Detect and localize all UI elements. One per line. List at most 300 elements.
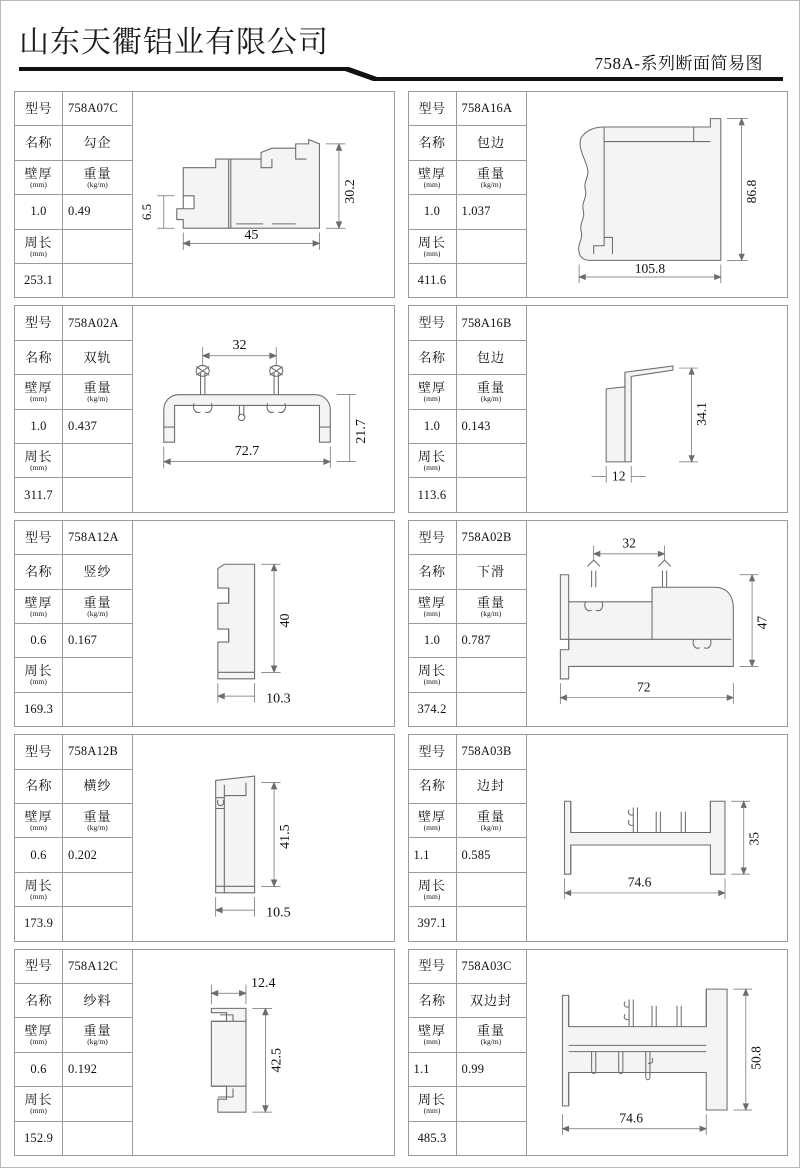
perimeter-blank-cell bbox=[63, 658, 132, 691]
label-weight bbox=[63, 161, 132, 194]
perimeter-unit: (mm) bbox=[30, 462, 47, 472]
profile-grid bbox=[1, 87, 800, 1162]
value-name: 双轨 bbox=[83, 349, 112, 365]
label-perimeter bbox=[15, 444, 63, 477]
spec-row-perimeter-label bbox=[15, 658, 132, 692]
value-wall-thickness: 0.6 bbox=[15, 624, 63, 657]
value-name: 勾企 bbox=[83, 135, 112, 151]
value-model: 758A07C bbox=[68, 101, 119, 116]
dim-label-height: 41.5 bbox=[277, 824, 294, 850]
perimeter-blank-cell bbox=[63, 873, 132, 906]
value-perimeter: 169.3 bbox=[15, 693, 63, 726]
dim-label-height: 42.5 bbox=[268, 1047, 285, 1073]
dim-label-horizontal: 105.8 bbox=[634, 260, 665, 276]
value-weight: 0.167 bbox=[68, 633, 98, 648]
perimeter-value-blank-cell bbox=[457, 264, 526, 297]
perimeter-blank-cell bbox=[457, 873, 526, 906]
spec-row-model bbox=[409, 735, 526, 769]
label-wall-thickness bbox=[15, 161, 63, 194]
profile-drawing bbox=[527, 521, 788, 726]
value-model: 758A16A bbox=[461, 101, 513, 116]
label-name: 名称 bbox=[409, 770, 457, 803]
perimeter-unit: (mm) bbox=[423, 1106, 441, 1116]
perimeter-blank-cell bbox=[63, 444, 132, 477]
weight-text: 重量 bbox=[83, 380, 112, 396]
value-weight: 0.192 bbox=[68, 1061, 98, 1076]
label-model: 型号 bbox=[15, 306, 63, 339]
spec-row-values bbox=[15, 1053, 132, 1087]
value-model: 758A02A bbox=[68, 315, 119, 330]
series-title: 758A-系列断面简易图 bbox=[594, 54, 763, 73]
spec-table bbox=[15, 735, 133, 940]
wall-thickness-unit: (mm) bbox=[30, 822, 47, 832]
profile-card[interactable] bbox=[14, 91, 395, 298]
spec-row-units bbox=[409, 375, 526, 409]
wall-thickness-unit: (mm) bbox=[423, 1037, 441, 1047]
spec-row-name bbox=[15, 770, 132, 804]
spec-row-units bbox=[409, 161, 526, 195]
spec-row-perimeter-label bbox=[409, 444, 526, 478]
weight-text: 重量 bbox=[476, 165, 505, 181]
profile-card[interactable] bbox=[408, 734, 789, 941]
label-perimeter bbox=[409, 873, 457, 906]
value-weight: 1.037 bbox=[461, 204, 491, 219]
wall-thickness-text: 壁厚 bbox=[24, 594, 53, 610]
value-weight: 0.49 bbox=[68, 204, 91, 219]
dim-label-inner-width: 32 bbox=[621, 535, 636, 551]
weight-text: 重量 bbox=[476, 808, 505, 824]
perimeter-value-blank-cell bbox=[63, 264, 132, 297]
spec-table bbox=[409, 521, 527, 726]
value-perimeter: 411.6 bbox=[409, 264, 457, 297]
spec-row-values bbox=[409, 1053, 526, 1087]
dim-label-width: 74.6 bbox=[627, 874, 651, 890]
perimeter-text: 周长 bbox=[417, 234, 446, 250]
profile-card[interactable] bbox=[14, 949, 395, 1156]
dim-label-height: 50.8 bbox=[747, 1045, 763, 1070]
value-perimeter: 253.1 bbox=[15, 264, 63, 297]
perimeter-text: 周长 bbox=[24, 1092, 53, 1108]
weight-text: 重量 bbox=[476, 594, 505, 610]
perimeter-blank-cell bbox=[457, 230, 526, 263]
wall-thickness-text: 壁厚 bbox=[417, 808, 446, 824]
spec-row-units bbox=[409, 590, 526, 624]
label-name: 名称 bbox=[15, 984, 63, 1017]
label-weight bbox=[63, 590, 132, 623]
wall-thickness-text: 壁厚 bbox=[417, 594, 446, 610]
perimeter-unit: (mm) bbox=[423, 677, 441, 687]
spec-row-perimeter-label bbox=[409, 658, 526, 692]
weight-unit: (kg/m) bbox=[87, 608, 108, 618]
perimeter-value-blank-cell bbox=[457, 478, 526, 511]
spec-row-perimeter-label bbox=[409, 873, 526, 907]
spec-row-perimeter-label bbox=[15, 230, 132, 264]
weight-unit: (kg/m) bbox=[480, 179, 502, 189]
label-model: 型号 bbox=[15, 950, 63, 983]
weight-unit: (kg/m) bbox=[87, 1037, 108, 1047]
weight-text: 重量 bbox=[476, 380, 505, 396]
section-outline-758A12C bbox=[211, 1008, 246, 1112]
spec-row-units bbox=[15, 804, 132, 838]
perimeter-value-blank-cell bbox=[63, 907, 132, 940]
label-name: 名称 bbox=[15, 770, 63, 803]
value-wall-thickness: 0.6 bbox=[15, 838, 63, 871]
perimeter-text: 周长 bbox=[24, 234, 53, 250]
weight-unit: (kg/m) bbox=[87, 179, 108, 189]
spec-row-perimeter-value bbox=[15, 478, 132, 511]
value-perimeter: 485.3 bbox=[409, 1122, 457, 1155]
header-divider-rule bbox=[19, 67, 783, 81]
value-name: 边封 bbox=[476, 778, 505, 794]
perimeter-value-blank-cell bbox=[63, 478, 132, 511]
spec-row-name bbox=[15, 984, 132, 1018]
spec-row-perimeter-value bbox=[15, 907, 132, 940]
weight-unit: (kg/m) bbox=[480, 394, 502, 404]
spec-row-values bbox=[409, 838, 526, 872]
dim-label-height: 21.7 bbox=[352, 419, 369, 445]
perimeter-unit: (mm) bbox=[423, 462, 441, 472]
wall-thickness-text: 壁厚 bbox=[417, 380, 446, 396]
label-wall-thickness bbox=[409, 375, 457, 408]
spec-row-model bbox=[15, 92, 132, 126]
value-wall-thickness: 0.6 bbox=[15, 1053, 63, 1086]
label-wall-thickness bbox=[409, 161, 457, 194]
value-weight: 0.202 bbox=[68, 847, 98, 862]
profile-drawing bbox=[133, 521, 394, 726]
perimeter-blank-cell bbox=[457, 1087, 526, 1120]
perimeter-unit: (mm) bbox=[30, 248, 47, 258]
perimeter-blank-cell bbox=[63, 230, 132, 263]
spec-row-model bbox=[409, 521, 526, 555]
wall-thickness-unit: (mm) bbox=[423, 394, 441, 404]
section-outline-758A03B bbox=[564, 801, 724, 874]
value-wall-thickness: 1.0 bbox=[15, 410, 63, 443]
value-wall-thickness: 1.1 bbox=[409, 1053, 457, 1086]
profile-drawing bbox=[527, 950, 788, 1155]
perimeter-text: 周长 bbox=[24, 448, 53, 464]
perimeter-blank-cell bbox=[457, 444, 526, 477]
section-outline-758A12B bbox=[216, 776, 255, 893]
spec-row-perimeter-value bbox=[409, 1122, 526, 1155]
value-name: 横纱 bbox=[83, 778, 112, 794]
spec-row-values bbox=[409, 624, 526, 658]
dim-label-width: 72.7 bbox=[234, 443, 260, 460]
perimeter-value-blank-cell bbox=[63, 1122, 132, 1155]
weight-unit: (kg/m) bbox=[480, 1037, 502, 1047]
spec-row-name bbox=[15, 555, 132, 589]
wall-thickness-text: 壁厚 bbox=[24, 165, 53, 181]
profile-drawing bbox=[527, 306, 788, 511]
label-perimeter bbox=[15, 1087, 63, 1120]
profile-drawing bbox=[133, 735, 394, 940]
perimeter-unit: (mm) bbox=[30, 891, 47, 901]
profile-card[interactable] bbox=[14, 520, 395, 727]
value-perimeter: 311.7 bbox=[15, 478, 63, 511]
spec-row-perimeter-value bbox=[409, 907, 526, 940]
value-perimeter: 173.9 bbox=[15, 907, 63, 940]
spec-row-name bbox=[15, 341, 132, 375]
dim-label-vertical: 86.8 bbox=[743, 179, 759, 204]
company-name: 山东天衢铝业有限公司 bbox=[19, 26, 329, 59]
spec-row-perimeter-label bbox=[15, 444, 132, 478]
perimeter-unit: (mm) bbox=[30, 1106, 47, 1116]
label-weight bbox=[457, 161, 526, 194]
weight-unit: (kg/m) bbox=[87, 822, 108, 832]
spec-table bbox=[15, 950, 133, 1155]
label-wall-thickness bbox=[15, 375, 63, 408]
section-outline-758A07C bbox=[177, 140, 320, 229]
spec-row-perimeter-value bbox=[15, 1122, 132, 1155]
label-wall-thickness bbox=[409, 804, 457, 837]
label-name: 名称 bbox=[409, 555, 457, 588]
value-wall-thickness: 1.0 bbox=[409, 410, 457, 443]
dim-label-width: 10.5 bbox=[266, 904, 291, 921]
value-name: 双边封 bbox=[469, 992, 512, 1008]
perimeter-text: 周长 bbox=[417, 1092, 446, 1108]
dim-label-inner-width: 32 bbox=[232, 337, 247, 354]
value-model: 758A12C bbox=[68, 958, 119, 973]
dim-label-height: 35 bbox=[745, 832, 761, 846]
section-outline-758A02B bbox=[560, 560, 733, 679]
spec-row-units bbox=[15, 161, 132, 195]
spec-row-units bbox=[15, 590, 132, 624]
perimeter-text: 周长 bbox=[417, 877, 446, 893]
perimeter-unit: (mm) bbox=[423, 891, 441, 901]
label-model: 型号 bbox=[409, 735, 457, 768]
label-wall-thickness bbox=[15, 1018, 63, 1051]
wall-thickness-unit: (mm) bbox=[30, 1037, 47, 1047]
spec-row-perimeter-label bbox=[15, 1087, 132, 1121]
value-perimeter: 397.1 bbox=[409, 907, 457, 940]
spec-row-perimeter-value bbox=[15, 693, 132, 726]
profile-drawing bbox=[527, 735, 788, 940]
value-model: 758A03C bbox=[461, 958, 512, 973]
spec-row-units bbox=[15, 1018, 132, 1052]
perimeter-text: 周长 bbox=[417, 448, 446, 464]
perimeter-value-blank-cell bbox=[457, 693, 526, 726]
label-perimeter bbox=[15, 873, 63, 906]
profile-card[interactable] bbox=[14, 734, 395, 941]
label-model: 型号 bbox=[15, 92, 63, 125]
label-perimeter bbox=[409, 1087, 457, 1120]
value-weight: 0.787 bbox=[461, 633, 491, 648]
dim-label-width: 72 bbox=[636, 679, 650, 695]
weight-unit: (kg/m) bbox=[480, 822, 502, 832]
spec-row-model bbox=[15, 306, 132, 340]
value-model: 758A12A bbox=[68, 529, 119, 544]
spec-row-values bbox=[409, 195, 526, 229]
spec-table bbox=[409, 950, 527, 1155]
spec-row-perimeter-label bbox=[409, 230, 526, 264]
value-name: 纱料 bbox=[83, 992, 112, 1008]
wall-thickness-text: 壁厚 bbox=[24, 380, 53, 396]
value-weight: 0.99 bbox=[461, 1061, 485, 1076]
spec-row-name bbox=[409, 984, 526, 1018]
profile-drawing bbox=[133, 92, 394, 297]
spec-row-units bbox=[409, 804, 526, 838]
label-wall-thickness bbox=[15, 590, 63, 623]
value-model: 758A16B bbox=[461, 315, 512, 330]
label-name: 名称 bbox=[409, 126, 457, 159]
value-weight: 0.143 bbox=[461, 418, 491, 433]
profile-card[interactable] bbox=[408, 305, 789, 512]
value-model: 758A02B bbox=[461, 529, 512, 544]
profile-drawing bbox=[133, 950, 394, 1155]
spec-row-model bbox=[15, 950, 132, 984]
perimeter-unit: (mm) bbox=[423, 248, 441, 258]
value-name: 包边 bbox=[476, 349, 505, 365]
perimeter-value-blank-cell bbox=[63, 693, 132, 726]
dim-label-width: 10.3 bbox=[266, 690, 291, 707]
spec-row-model bbox=[15, 735, 132, 769]
section-outline-758A12A bbox=[218, 564, 255, 679]
value-wall-thickness: 1.0 bbox=[15, 195, 63, 228]
weight-unit: (kg/m) bbox=[87, 394, 108, 404]
section-outline-758A16B bbox=[606, 366, 673, 462]
wall-thickness-unit: (mm) bbox=[30, 394, 47, 404]
value-weight: 0.437 bbox=[68, 418, 98, 433]
spec-row-name bbox=[409, 555, 526, 589]
perimeter-text: 周长 bbox=[24, 663, 53, 679]
perimeter-value-blank-cell bbox=[457, 907, 526, 940]
label-wall-thickness bbox=[15, 804, 63, 837]
profile-card[interactable] bbox=[408, 91, 789, 298]
spec-row-perimeter-label bbox=[15, 873, 132, 907]
label-perimeter bbox=[409, 444, 457, 477]
spec-row-values bbox=[15, 410, 132, 444]
label-weight bbox=[457, 804, 526, 837]
label-weight bbox=[457, 375, 526, 408]
value-model: 758A12B bbox=[68, 744, 119, 759]
wall-thickness-unit: (mm) bbox=[423, 822, 441, 832]
value-perimeter: 374.2 bbox=[409, 693, 457, 726]
spec-table bbox=[409, 306, 527, 511]
spec-row-values bbox=[409, 410, 526, 444]
sheet-header bbox=[1, 1, 799, 85]
weight-unit: (kg/m) bbox=[480, 608, 502, 618]
value-model: 758A03B bbox=[461, 744, 512, 759]
value-wall-thickness: 1.1 bbox=[409, 838, 457, 871]
profile-drawing bbox=[527, 92, 788, 297]
spec-table bbox=[409, 92, 527, 297]
value-name: 竖纱 bbox=[83, 564, 112, 580]
label-model: 型号 bbox=[409, 950, 457, 983]
spec-row-model bbox=[409, 950, 526, 984]
profile-card[interactable] bbox=[14, 305, 395, 512]
spec-row-model bbox=[409, 92, 526, 126]
label-perimeter bbox=[409, 230, 457, 263]
label-name: 名称 bbox=[15, 341, 63, 374]
dim-label-horizontal: 45 bbox=[244, 227, 259, 244]
label-model: 型号 bbox=[15, 521, 63, 554]
perimeter-blank-cell bbox=[457, 658, 526, 691]
spec-row-perimeter-value bbox=[409, 693, 526, 726]
value-wall-thickness: 1.0 bbox=[409, 624, 457, 657]
spec-row-name bbox=[409, 341, 526, 375]
spec-row-values bbox=[15, 624, 132, 658]
label-model: 型号 bbox=[409, 521, 457, 554]
spec-row-units bbox=[15, 375, 132, 409]
label-weight bbox=[457, 1018, 526, 1051]
wall-thickness-unit: (mm) bbox=[30, 179, 47, 189]
profile-card[interactable] bbox=[408, 949, 789, 1156]
label-name: 名称 bbox=[15, 126, 63, 159]
label-wall-thickness bbox=[409, 1018, 457, 1051]
wall-thickness-unit: (mm) bbox=[423, 608, 441, 618]
dim-label-width: 74.6 bbox=[618, 1110, 643, 1126]
dim-label-vertical: 30.2 bbox=[342, 179, 359, 204]
label-perimeter bbox=[15, 230, 63, 263]
wall-thickness-text: 壁厚 bbox=[417, 1023, 446, 1039]
spec-row-values bbox=[15, 195, 132, 229]
perimeter-value-blank-cell bbox=[457, 1122, 526, 1155]
spec-row-perimeter-value bbox=[409, 264, 526, 297]
dim-label-side: 6.5 bbox=[138, 203, 154, 221]
value-perimeter: 113.6 bbox=[409, 478, 457, 511]
spec-row-name bbox=[409, 770, 526, 804]
wall-thickness-text: 壁厚 bbox=[417, 165, 446, 181]
section-outline-758A02A bbox=[164, 366, 330, 443]
label-weight bbox=[457, 590, 526, 623]
spec-table bbox=[15, 306, 133, 511]
spec-table bbox=[15, 92, 133, 297]
label-name: 名称 bbox=[15, 555, 63, 588]
section-outline-758A03C bbox=[562, 989, 727, 1110]
weight-text: 重量 bbox=[83, 165, 112, 181]
weight-text: 重量 bbox=[83, 594, 112, 610]
wall-thickness-text: 壁厚 bbox=[24, 1023, 53, 1039]
perimeter-unit: (mm) bbox=[30, 677, 47, 687]
dim-label-height: 34.1 bbox=[693, 402, 709, 427]
dim-label-width: 12 bbox=[611, 468, 625, 484]
spec-row-units bbox=[409, 1018, 526, 1052]
value-name: 下滑 bbox=[476, 564, 505, 580]
wall-thickness-text: 壁厚 bbox=[24, 808, 53, 824]
spec-row-perimeter-value bbox=[15, 264, 132, 297]
weight-text: 重量 bbox=[476, 1023, 505, 1039]
label-name: 名称 bbox=[409, 341, 457, 374]
spec-row-name bbox=[409, 126, 526, 160]
label-name: 名称 bbox=[409, 984, 457, 1017]
value-perimeter: 152.9 bbox=[15, 1122, 63, 1155]
value-wall-thickness: 1.0 bbox=[409, 195, 457, 228]
label-model: 型号 bbox=[15, 735, 63, 768]
label-model: 型号 bbox=[409, 306, 457, 339]
wall-thickness-unit: (mm) bbox=[423, 179, 441, 189]
spec-row-name bbox=[15, 126, 132, 160]
dim-label-height: 47 bbox=[754, 615, 770, 630]
label-perimeter bbox=[409, 658, 457, 691]
weight-text: 重量 bbox=[83, 1023, 112, 1039]
wall-thickness-unit: (mm) bbox=[30, 608, 47, 618]
profile-drawing bbox=[133, 306, 394, 511]
label-weight bbox=[63, 375, 132, 408]
spec-table bbox=[15, 521, 133, 726]
spec-row-model bbox=[409, 306, 526, 340]
profile-card[interactable] bbox=[408, 520, 789, 727]
spec-row-values bbox=[15, 838, 132, 872]
label-weight bbox=[63, 804, 132, 837]
value-weight: 0.585 bbox=[461, 847, 491, 862]
spec-row-model bbox=[15, 521, 132, 555]
label-weight bbox=[63, 1018, 132, 1051]
value-name: 包边 bbox=[476, 135, 505, 151]
perimeter-text: 周长 bbox=[417, 663, 446, 679]
dim-label-height: 40 bbox=[277, 613, 294, 628]
spec-row-perimeter-value bbox=[409, 478, 526, 511]
perimeter-blank-cell bbox=[63, 1087, 132, 1120]
label-model: 型号 bbox=[409, 92, 457, 125]
